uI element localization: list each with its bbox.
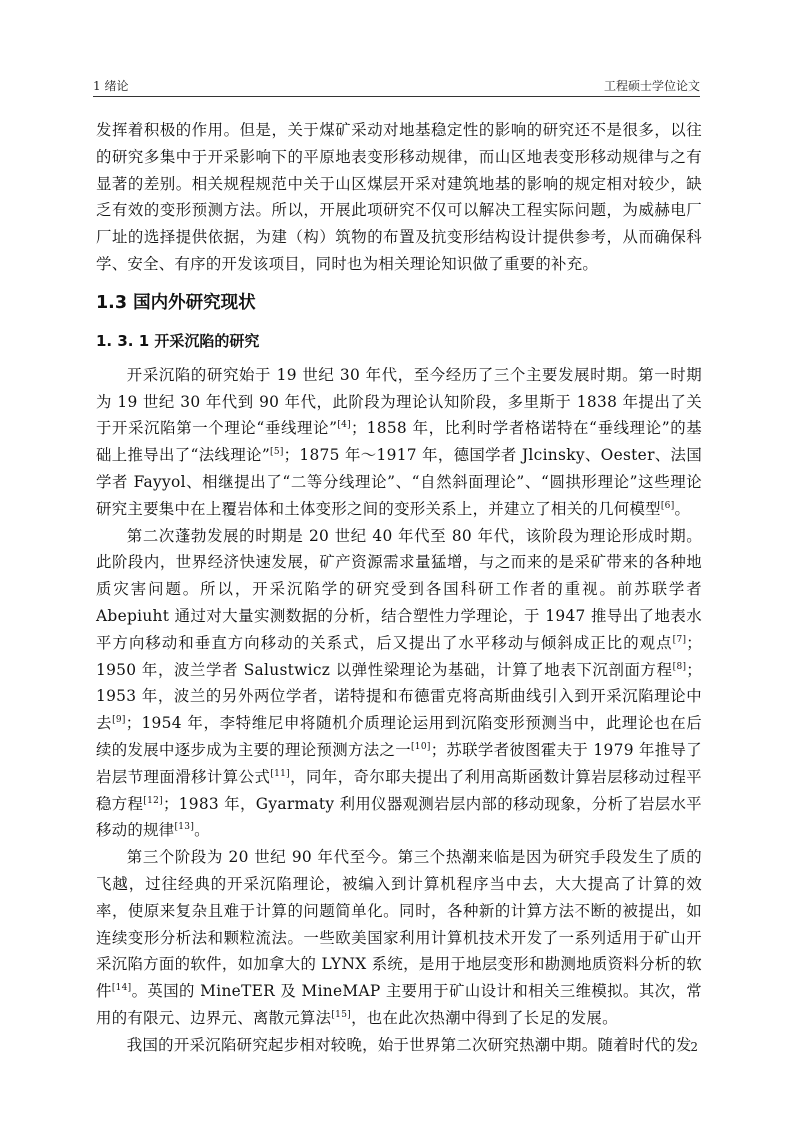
paragraph-text: ，也在此次热潮中得到了长足的发展。	[351, 1008, 618, 1027]
paragraph-text: ；1953 年，波兰的另外两位学者，诺特提和布德雷克将高斯曲线引入到开采沉陷理论中去	[96, 660, 702, 733]
paragraph-3	[96, 844, 702, 1032]
paragraph-text: ；1954 年，李特维尼申将随机介质理论运用到沉陷变形预测当中，此理论也在后续的发展中逐步成为主要的理论预测方法之一	[96, 714, 702, 759]
paragraph-2	[96, 523, 702, 845]
paragraph-4: 我国的开采沉陷研究起步相对较晚，始于世界第二次研究热潮中期。随着时代的发	[126, 1035, 692, 1054]
paragraph-text: ；苏联学者彼图霍夫于 1979 年推导了岩层节理面滑移计算公式	[96, 740, 702, 786]
citation: [12]	[143, 795, 163, 806]
paragraph-text: 。英国的 MineTER 及 MineMAP 主要用于矿山设计和相关三维模拟。其次，常用的有限元、边界元、离散元算法	[96, 982, 702, 1027]
citation: [9]	[112, 715, 126, 726]
page-body	[96, 117, 702, 1059]
citation: [15]	[331, 1009, 352, 1020]
section-heading: 1.3 国内外研究现状	[96, 292, 256, 313]
paragraph-text: 开采沉陷的研究始于 19 世纪 30 年代，至今经历了三个主要发展时期。第一时期为 19 世纪 30 年代到 90 年代，此阶段为理论认知阶段，多里斯于 1838 年提出了关于开采沉陷第一个理论“垂线理论”	[96, 365, 702, 438]
citation: [13]	[174, 822, 195, 833]
paragraph-text: ；1858 年，比利时学者格诺特在“垂线理论”的基础上推导出了“法线理论”	[96, 419, 703, 465]
citation: [8]	[672, 661, 687, 672]
paragraph-1	[96, 362, 702, 523]
paragraph-text: 第二次蓬勃发展的时期是 20 世纪 40 年代至 80 年代，该阶段为理论形成时期。此阶段内，世界经济快速发展，矿产资源需求量猛增，与之而来的是采矿带来的各种地质灾害问题。所以，开采沉陷学的研究受到各国科研工作者的重视。前苏联学者 Abepiuht 通过对大量实测数据的分析，结合塑性力学理论，于 1947 推导出了地表水平方向移动和垂直方向移动的关系式，后又提出了水平移动与倾斜成正比的观点	[96, 526, 702, 652]
header-thesis-title: 工程硕士学位论文	[603, 79, 700, 93]
paragraph-text: ；1983 年，Gyarmaty 利用仪器观测岩层内部的移动现象，分析了岩层水平移动的规律	[96, 794, 703, 840]
paragraph-text: 第三个阶段为 20 世纪 90 年代至今。第三个热潮来临是因为研究手段发生了质的飞越，过往经典的开采沉陷理论，被编入到计算机程序当中去，大大提高了计算的效率，使原来复杂且难于计算的问题简单化。同时，各种新的计算方法不断的被提出，如连续变形分析法和颗粒流法。一些欧美国家利用计算机技术开发了一系列适用于矿山开采沉陷方面的软件，如加拿大的 LYNX 系统，是用于地层变形和勘测地质资料分析的软件	[96, 848, 702, 1001]
paragraph-text: 。	[194, 821, 210, 840]
citation: [14]	[111, 982, 132, 993]
paragraph-text: ；1875 年～1917 年，德国学者 Jlcinsky、Oester、法国学者 Fayyol、相继提出了“二等分线理论”、“自然斜面理论”、“圆拱形理论”这些理论研究主要集中在上覆岩体和土体变形之间的变形关系上，并建立了相关的几何模型	[96, 446, 703, 518]
citation: [4]	[337, 420, 351, 431]
citation: [11]	[270, 768, 290, 779]
citation: [5]	[270, 447, 284, 458]
page-header	[93, 77, 700, 93]
citation: [6]	[660, 500, 675, 511]
paragraph-text: ，同年，奇尔耶夫提出了利用高斯函数计算岩层移动过程平稳方程	[96, 767, 702, 813]
subsection-heading: 1. 3. 1 开采沉陷的研究	[96, 331, 260, 350]
citation: [10]	[411, 741, 431, 752]
header-rule	[93, 96, 700, 97]
intro-paragraph: 发挥着积极的作用。但是，关于煤矿采动对地基稳定性的影响的研究还不是很多，以往的研究多集中于开采影响下的平原地表变形移动规律，而山区地表变形移动规律与之有显著的差别。相关规程规范中关于山区煤层开采对建筑地基的影响的规定相对较少，缺乏有效的变形预测方法。所以，开展此项研究不仅可以解决工程实际问题，为威赫电厂厂址的选择提供依据，为建（构）筑物的布置及抗变形结构设计提供参考，从而确保科学、安全、有序的开发该项目，同时也为相关理论知识做了重要的补充。	[96, 121, 702, 273]
header-chapter: 1 绪论	[93, 79, 129, 93]
citation: [7]	[672, 634, 687, 645]
paragraph-text: 。	[674, 499, 691, 518]
page-number: 2	[690, 1040, 698, 1054]
paragraph-text: ；1950 年，波兰学者 Salustwicz 以弹性梁理论为基础，计算了地表下沉剖面方程	[96, 633, 702, 679]
